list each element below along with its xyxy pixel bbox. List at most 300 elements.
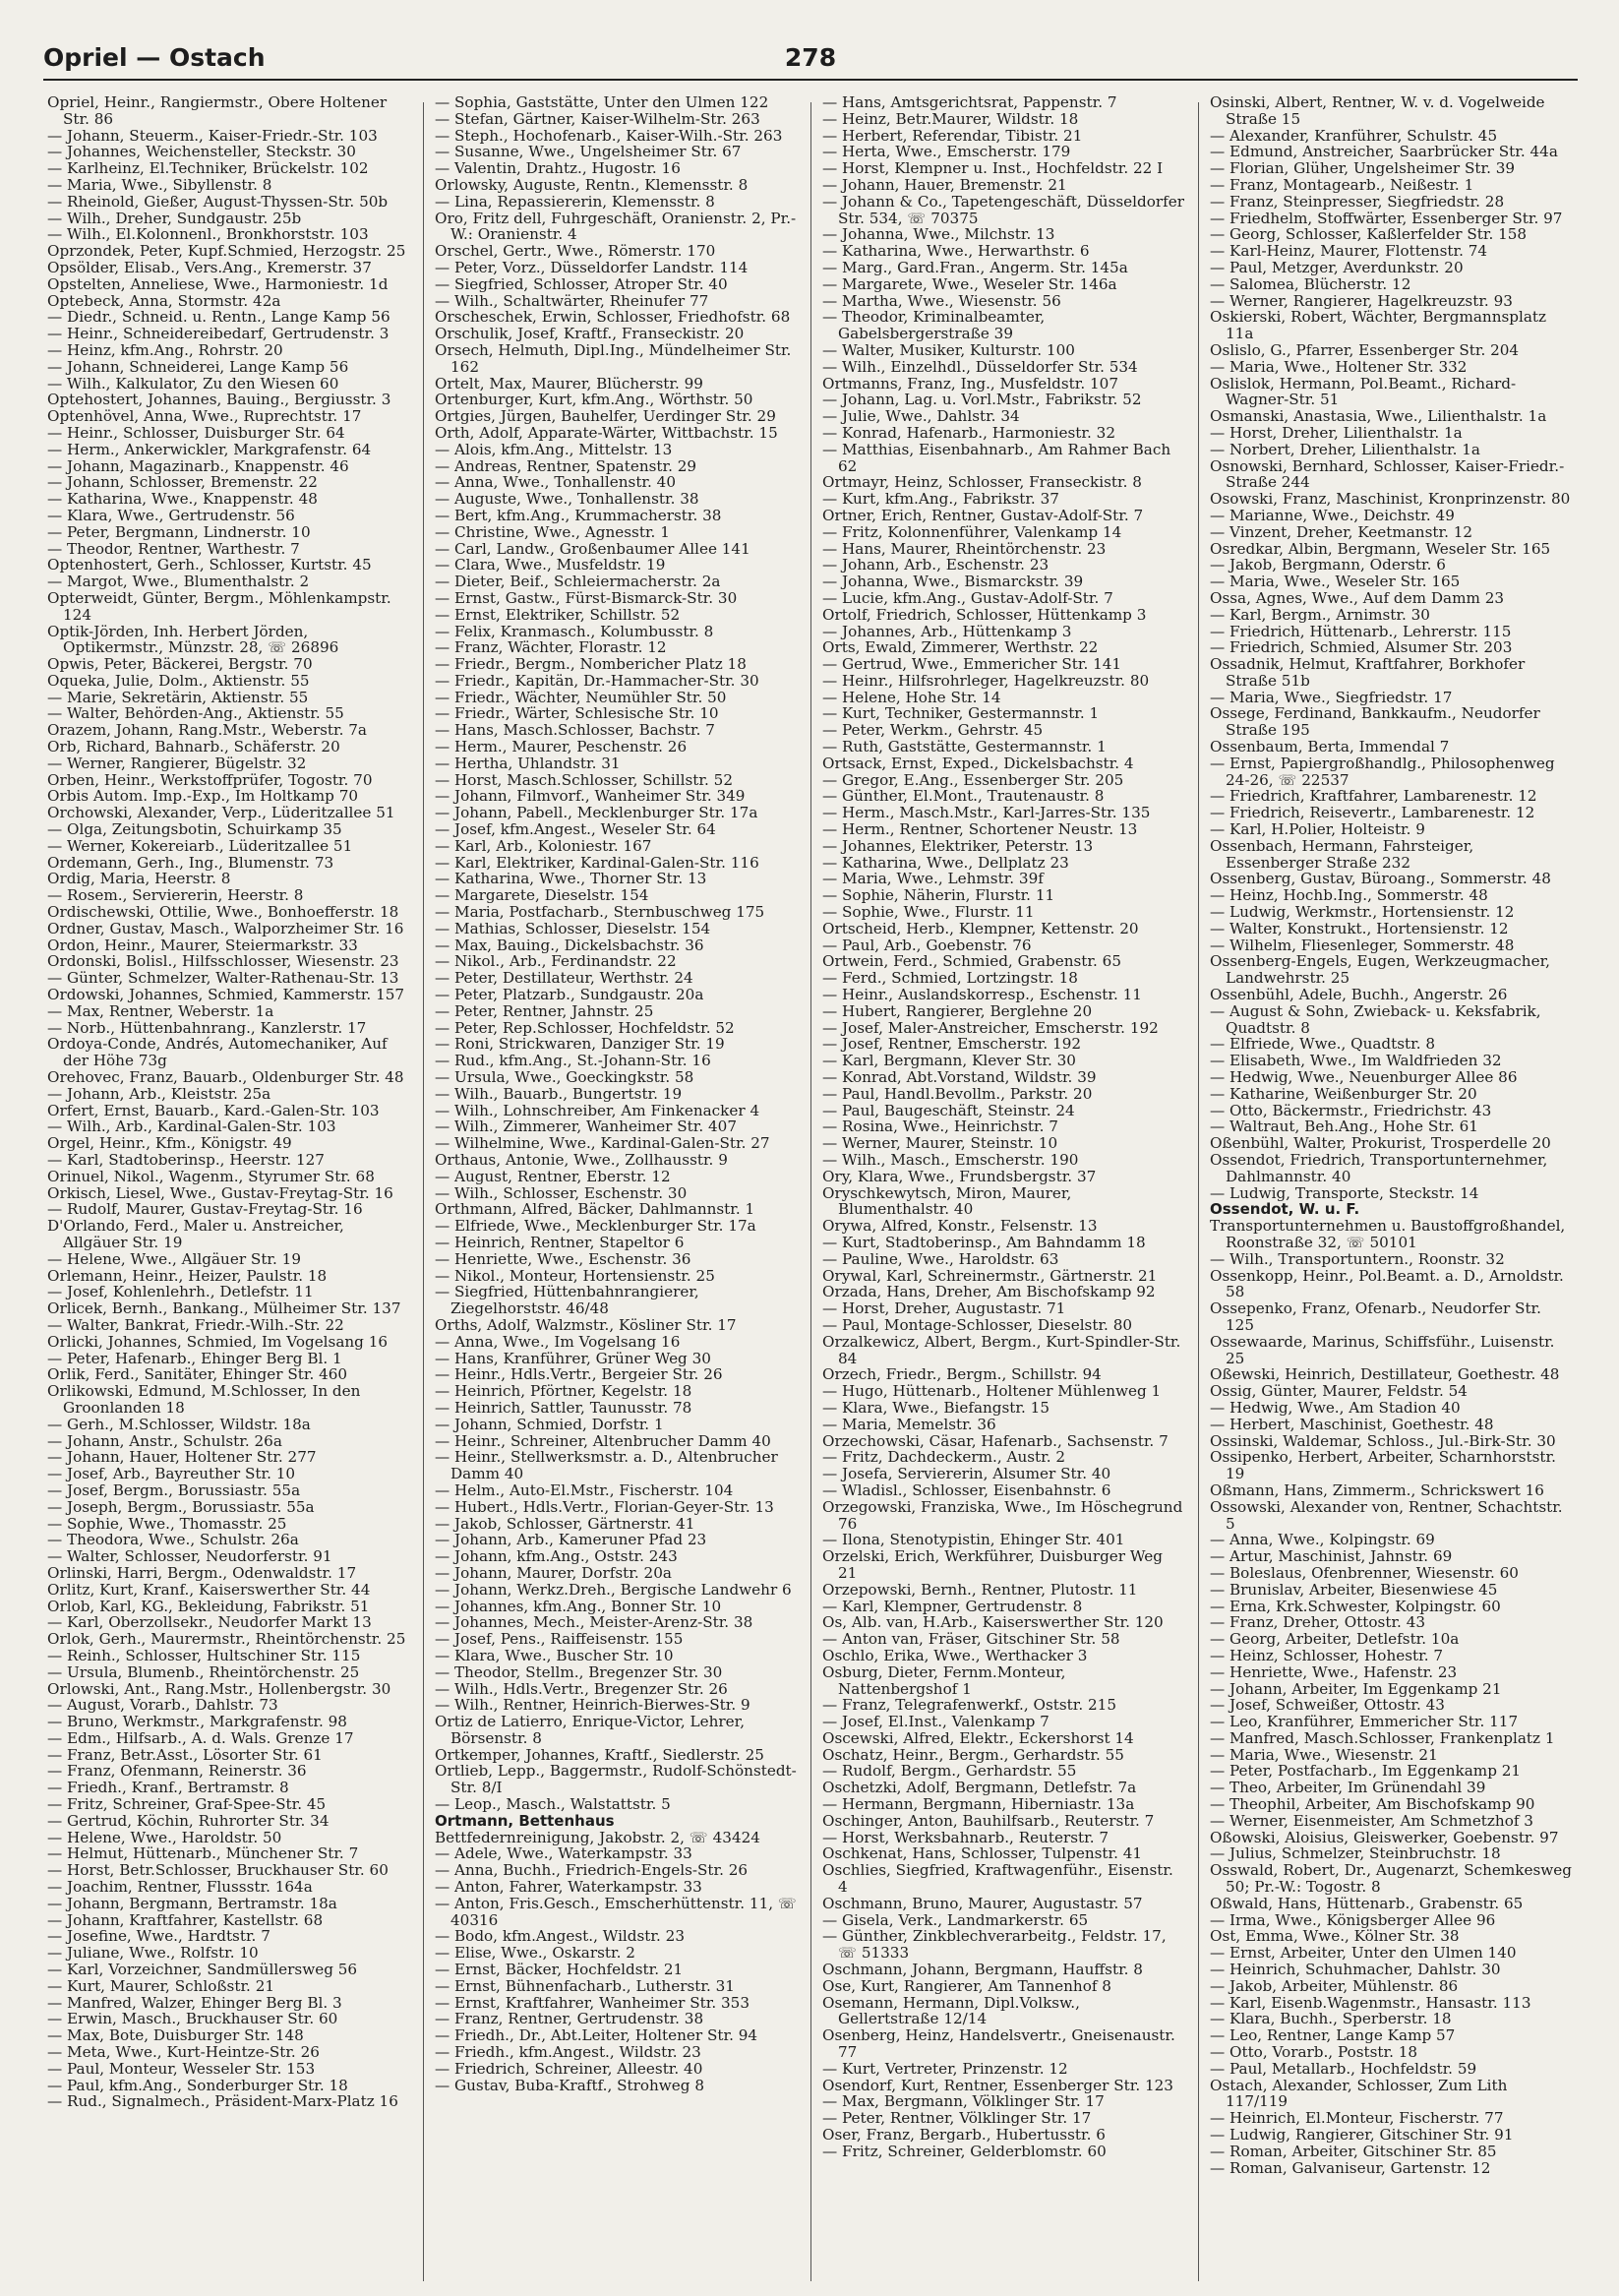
directory-entry: — Josef, Arb., Bayreuther Str. 10	[47, 1465, 296, 1483]
directory-entry: — Wilh., Rentner, Heinrich-Bierwes-Str. 9	[435, 1696, 750, 1715]
directory-entry: — Horst, Klempner u. Inst., Hochfeldstr. 22 I	[822, 159, 1164, 178]
directory-entry: — Karlheinz, El.Techniker, Brückelstr. 102	[47, 159, 369, 178]
directory-entry: — Paul, Montage-Schlosser, Dieselstr. 80	[822, 1315, 1133, 1334]
directory-entry: — Gustav, Buba-Kraftf., Strohweg 8	[435, 2076, 705, 2094]
directory-entry: — Katharine, Weißenburger Str. 20	[1210, 1084, 1477, 1103]
directory-entry: Orth, Adolf, Apparate-Wärter, Wittbachstr. 15	[435, 423, 778, 442]
directory-entry: — Joseph, Bergm., Borussiastr. 55a	[47, 1497, 315, 1516]
directory-entry: Orlowsky, Auguste, Rentn., Klemensstr. 8	[435, 175, 749, 194]
directory-entry: — Herm., Rentner, Schortener Neustr. 13	[822, 820, 1138, 839]
directory-entry: — Johannes, kfm.Ang., Bonner Str. 10	[435, 1597, 722, 1615]
directory-entry: — Heinr., Hdls.Vertr., Bergeier Str. 26	[435, 1365, 723, 1384]
directory-entry: — Peter, Rep.Schlosser, Hochfeldstr. 52	[435, 1018, 735, 1037]
directory-entry: Oßewski, Heinrich, Destillateur, Goethestr. 48	[1210, 1365, 1560, 1384]
directory-entry: — Heinrich, El.Monteur, Fischerstr. 77	[1210, 2109, 1504, 2128]
directory-entry: — Horst, Dreher, Lilienthalstr. 1a	[1210, 423, 1463, 442]
directory-entry: — Rud., Signalmech., Präsident-Marx-Platz 16	[47, 2092, 398, 2111]
directory-entry: — Elfriede, Wwe., Mecklenburger Str. 17a	[435, 1217, 756, 1236]
directory-entry: — Ludwig, Werkmstr., Hortensienstr. 12	[1210, 903, 1515, 922]
directory-entry: — Heinrich, Pförtner, Kegelstr. 18	[435, 1382, 692, 1401]
directory-entry: — Matthias, Eisenbahnarb., Am Rahmer Bach 62	[822, 440, 1171, 475]
directory-entry: — Friedrich, Kraftfahrer, Lambarenestr. 12	[1210, 787, 1537, 806]
directory-entry: Orywa, Alfred, Konstr., Felsenstr. 13	[822, 1217, 1098, 1236]
directory-entry: Oschatz, Heinr., Bergm., Gerhardstr. 55	[822, 1745, 1124, 1764]
directory-entry: — Friedrich, Hüttenarb., Lehrerstr. 115	[1210, 622, 1512, 640]
directory-entry: — Dieter, Beif., Schleiermacherstr. 2a	[435, 573, 721, 591]
directory-entry: Orzechowski, Cäsar, Hafenarb., Sachsenstr. 7	[822, 1431, 1169, 1450]
directory-entry: — Theodor, Rentner, Warthestr. 7	[47, 539, 300, 558]
directory-entry: Ossadnik, Helmut, Kraftfahrer, Borkhofer Straße 51b	[1210, 655, 1526, 690]
directory-entry: — Ursula, Wwe., Goeckingkstr. 58	[435, 1068, 694, 1087]
directory-entry: Opterweidt, Günter, Bergm., Möhlenkampstr. 124	[47, 588, 391, 624]
directory-entry: — Friedr., Wächter, Neumühler Str. 50	[435, 688, 727, 706]
directory-entry: Ossewaarde, Marinus, Schiffsführ., Luisenstr. 25	[1210, 1332, 1555, 1367]
directory-entry: — Josefine, Wwe., Hardtstr. 7	[47, 1927, 270, 1946]
directory-entry: Orzegowski, Franziska, Wwe., Im Höschegrund 76	[822, 1497, 1183, 1533]
directory-entry: — Theodor, Stellm., Bregenzer Str. 30	[435, 1662, 723, 1681]
directory-entry: — Stefan, Gärtner, Kaiser-Wilhelm-Str. 263	[435, 109, 760, 128]
directory-entry: — Susanne, Wwe., Ungelsheimer Str. 67	[435, 143, 742, 161]
directory-entry: Orthaus, Antonie, Wwe., Zollhausstr. 9	[435, 1151, 728, 1169]
page-number: 278	[784, 43, 837, 72]
directory-entry: — Johann, Pabell., Mecklenburger Str. 17a	[435, 804, 758, 822]
directory-entry: Oschmann, Bruno, Maurer, Augustastr. 57	[822, 1894, 1143, 1912]
directory-entry: D'Orlando, Ferd., Maler u. Anstreicher, Allgäuer Str. 19	[47, 1217, 344, 1251]
directory-entry: Orzepowski, Bernh., Rentner, Plutostr. 11	[822, 1580, 1138, 1599]
directory-entry: Ossenkopp, Heinr., Pol.Beamt. a. D., Arnoldstr. 58	[1210, 1266, 1564, 1301]
directory-entry: — Herm., Maurer, Peschenstr. 26	[435, 738, 688, 756]
directory-entry: — Heinr., Hilfsrohrleger, Hagelkreuzstr. 80	[822, 671, 1150, 690]
directory-entry: — Steph., Hochofenarb., Kaiser-Wilh.-Str. 263	[435, 126, 783, 145]
directory-entry: — Karl-Heinz, Maurer, Flottenstr. 74	[1210, 242, 1488, 261]
directory-entry: Osenberg, Heinz, Handelsvertr., Gneisenaustr. 77	[822, 2026, 1175, 2062]
directory-entry: — Konrad, Hafenarb., Harmoniestr. 32	[822, 423, 1115, 442]
directory-entry: — Heinz, Hochb.Ing., Sommerstr. 48	[1210, 886, 1488, 905]
directory-entry: — Rosina, Wwe., Heinrichstr. 7	[822, 1118, 1058, 1136]
directory-entry: — Ernst, Gastw., Fürst-Bismarck-Str. 30	[435, 588, 738, 607]
directory-entry: — Friedh., kfm.Angest., Wildstr. 23	[435, 2043, 701, 2062]
directory-entry: Oscewski, Alfred, Elektr., Eckershorst 14	[822, 1728, 1134, 1747]
directory-entry: Orben, Heinr., Werkstoffprüfer, Togostr. 70	[47, 770, 373, 789]
directory-entry: — Maria, Wwe., Sibyllenstr. 8	[47, 175, 272, 194]
directory-entry: Ossenberg-Engels, Eugen, Werkzeugmacher, Landwehrstr. 25	[1210, 952, 1550, 988]
directory-entry: Ordischewski, Ottilie, Wwe., Bonhoefferstr. 18	[47, 903, 399, 922]
directory-entry: — Herbert, Maschinist, Goethestr. 48	[1210, 1415, 1494, 1433]
directory-entry: — Max, Bote, Duisburger Str. 148	[47, 2026, 304, 2045]
directory-entry: — Karl, Vorzeichner, Sandmüllersweg 56	[47, 1961, 358, 1979]
directory-entry: — Henriette, Wwe., Eschenstr. 36	[435, 1249, 691, 1268]
directory-entry: — Johann, Maurer, Dorfstr. 20a	[435, 1563, 672, 1582]
directory-entry: — Sophie, Näherin, Flurstr. 11	[822, 886, 1055, 905]
directory-entry: Osowski, Franz, Maschinist, Kronprinzenstr. 80	[1210, 490, 1571, 509]
directory-entry: — Johann, Lag. u. Vorl.Mstr., Fabrikstr. 52	[822, 391, 1142, 409]
directory-entry: Osinski, Albert, Rentner, W. v. d. Vogelweide Straße 15	[1210, 94, 1545, 128]
directory-entry: Ossenbühl, Adele, Buchh., Angerstr. 26	[1210, 986, 1508, 1004]
directory-entry: — Karl, Elektriker, Kardinal-Galen-Str. 116	[435, 853, 759, 872]
directory-entry: — Fritz, Schreiner, Graf-Spee-Str. 45	[47, 1795, 327, 1814]
directory-entry: — Klara, Wwe., Biefangstr. 15	[822, 1398, 1049, 1417]
directory-entry: — Waltraut, Beh.Ang., Hohe Str. 61	[1210, 1118, 1478, 1136]
directory-entry: — Peter, Vorz., Düsseldorfer Landstr. 114	[435, 258, 749, 276]
directory-entry: — Alexander, Kranführer, Schulstr. 45	[1210, 126, 1498, 145]
directory-entry: — Reinh., Schlosser, Hultschiner Str. 115	[47, 1646, 361, 1664]
directory-entry: — Martha, Wwe., Wiesenstr. 56	[822, 291, 1061, 310]
directory-entry: — Hans, Amtsgerichtsrat, Pappenstr. 7	[822, 94, 1117, 111]
page-header	[43, 39, 1578, 81]
directory-entry: — Walter, Konstrukt., Hortensienstr. 12	[1210, 919, 1509, 937]
directory-entry: — Manfred, Masch.Schlosser, Frankenplatz 1	[1210, 1728, 1555, 1747]
directory-entry: — Paul, Handl.Bevollm., Parkstr. 20	[822, 1084, 1093, 1103]
directory-entry: — Karl, Stadtoberinsp., Heerstr. 127	[47, 1151, 325, 1169]
directory-entry: — Herta, Wwe., Emscherstr. 179	[822, 143, 1071, 161]
directory-entry: — Maria, Wwe., Wiesenstr. 21	[1210, 1745, 1438, 1764]
directory-entry: Ossenbach, Hermann, Fahrsteiger, Essenberger Straße 232	[1210, 836, 1474, 872]
directory-entry: Orschulik, Josef, Kraftf., Franseckistr. 20	[435, 325, 745, 343]
directory-entry: — Paul, Metzger, Averdunkstr. 20	[1210, 258, 1464, 276]
directory-entry: Oro, Fritz dell, Fuhrgeschäft, Oranienstr. 2, Pr.-W.: Oranienstr. 4	[435, 209, 797, 244]
directory-entry: Orscheschek, Erwin, Schlosser, Friedhofstr. 68	[435, 308, 791, 327]
directory-entry: — Peter, Rentner, Jahnstr. 25	[435, 1001, 654, 1020]
directory-entry: — Boleslaus, Ofenbrenner, Wiesenstr. 60	[1210, 1563, 1519, 1582]
directory-entry: — Heinr., Auslandskorresp., Eschenstr. 11	[822, 986, 1142, 1004]
directory-entry: — Lina, Repassiererin, Klemensstr. 8	[435, 192, 715, 211]
directory-entry: — Hedwig, Wwe., Am Stadion 40	[1210, 1398, 1461, 1417]
directory-entry: Ortenburger, Kurt, kfm.Ang., Wörthstr. 50	[435, 391, 753, 409]
directory-entry: Orzalkewicz, Albert, Bergm., Kurt-Spindler-Str. 84	[822, 1332, 1181, 1367]
directory-entry: — Herm., Ankerwickler, Markgrafenstr. 64	[47, 440, 372, 458]
directory-entry: — Wilh., Zimmerer, Wanheimer Str. 407	[435, 1118, 738, 1136]
directory-entry: — Walter, Musiker, Kulturstr. 100	[822, 340, 1075, 359]
directory-entry: — Wilhelmine, Wwe., Kardinal-Galen-Str. 27	[435, 1134, 770, 1153]
directory-entry: — Heinz, Schlosser, Hohestr. 7	[1210, 1646, 1444, 1664]
directory-entry: — Horst, Dreher, Augustastr. 71	[822, 1299, 1066, 1318]
directory-entry: — Paul, Arb., Goebenstr. 76	[822, 936, 1032, 954]
directory-entry: — Heinrich, Rentner, Stapeltor 6	[435, 1233, 685, 1251]
directory-entry: — Jakob, Arbeiter, Mühlenstr. 86	[1210, 1976, 1459, 1995]
directory-entry: — Margarete, Wwe., Weseler Str. 146a	[822, 274, 1117, 293]
directory-entry: — Bruno, Werkmstr., Markgrafenstr. 98	[47, 1713, 347, 1731]
directory-entry: — Fritz, Schreiner, Gelderblomstr. 60	[822, 2142, 1107, 2160]
directory-entry: — Katharina, Wwe., Dellplatz 23	[822, 853, 1069, 872]
directory-entry: — Horst, Werksbahnarb., Reuterstr. 7	[822, 1828, 1109, 1846]
directory-heading-entry: Ossendot, W. u. F.	[1210, 1200, 1360, 1219]
directory-entry: — Georg, Arbeiter, Detlefstr. 10a	[1210, 1630, 1460, 1649]
directory-entry: — Helm., Auto-El.Mstr., Fischerstr. 104	[435, 1480, 734, 1499]
directory-entry: Ortscheid, Herb., Klempner, Kettenstr. 20	[822, 919, 1139, 937]
directory-entry: — Florian, Glüher, Ungelsheimer Str. 39	[1210, 159, 1516, 178]
directory-entry: Orazem, Johann, Rang.Mstr., Weberstr. 7a	[47, 721, 367, 740]
directory-entry: — Walter, Bankrat, Friedr.-Wilh.-Str. 22	[47, 1315, 344, 1334]
directory-entry: — Klara, Wwe., Gertrudenstr. 56	[47, 506, 295, 524]
directory-entry: — Anton, Fris.Gesch., Emscherhüttenstr. 11, ☏ 40316	[435, 1894, 797, 1929]
directory-entry: — Pauline, Wwe., Haroldstr. 63	[822, 1249, 1059, 1268]
directory-entry: — Marg., Gard.Fran., Angerm. Str. 145a	[822, 258, 1128, 276]
directory-entry: — Josef, Maler-Anstreicher, Emscherstr. 192	[822, 1018, 1159, 1037]
directory-entry: — Valentin, Drahtz., Hugostr. 16	[435, 159, 681, 178]
directory-entry: — Josef, Schweißer, Ottostr. 43	[1210, 1696, 1445, 1715]
directory-entry: — Wilh., Lohnschreiber, Am Finkenacker 4	[435, 1101, 760, 1119]
directory-entry: — Herm., Masch.Mstr., Karl-Jarres-Str. 135	[822, 804, 1151, 822]
directory-entry: — Norbert, Dreher, Lilienthalstr. 1a	[1210, 440, 1480, 458]
directory-entry: — Erna, Krk.Schwester, Kolpingstr. 60	[1210, 1597, 1501, 1615]
directory-entry: Bettfedernreinigung, Jakobstr. 2, ☏ 43424	[435, 1828, 760, 1846]
directory-entry: — Helene, Wwe., Haroldstr. 50	[47, 1828, 282, 1846]
directory-entry: Orts, Ewald, Zimmerer, Werthstr. 22	[822, 638, 1099, 657]
directory-entry: Oschlo, Erika, Wwe., Werthacker 3	[822, 1646, 1088, 1664]
directory-entry: — Maria, Wwe., Siegfriedstr. 17	[1210, 688, 1453, 706]
directory-entry: — Bert, kfm.Ang., Krummacherstr. 38	[435, 506, 722, 524]
directory-entry: Osswald, Robert, Dr., Augenarzt, Schemkesweg 50; Pr.-W.: Togostr. 8	[1210, 1861, 1572, 1897]
directory-entry: — Johann, Schlosser, Bremenstr. 22	[47, 473, 318, 492]
directory-entry: Ossege, Ferdinand, Bankkaufm., Neudorfer Straße 195	[1210, 704, 1540, 740]
directory-entry: Optebeck, Anna, Stormstr. 42a	[47, 291, 281, 310]
directory-entry: Ordonski, Bolisl., Hilfsschlosser, Wiesenstr. 23	[47, 952, 399, 971]
directory-entry: — Friedh., Kranf., Bertramstr. 8	[47, 1779, 289, 1797]
directory-entry: — Salomea, Blücherstr. 12	[1210, 274, 1411, 293]
directory-entry: Opsölder, Elisab., Vers.Ang., Kremerstr. 37	[47, 258, 372, 276]
directory-entry: Optehostert, Johannes, Bauing., Bergiusstr. 3	[47, 391, 391, 409]
directory-entry: — Hans, Kranführer, Grüner Weg 30	[435, 1349, 711, 1367]
directory-entry: — Maria, Wwe., Lehmstr. 39f	[822, 870, 1044, 888]
directory-entry: — Peter, Platzarb., Sundgaustr. 20a	[435, 986, 704, 1004]
directory-entry: — Franz, Rentner, Gertrudenstr. 38	[435, 2010, 704, 2028]
directory-entry: — Wilh., Arb., Kardinal-Galen-Str. 103	[47, 1118, 336, 1136]
directory-entry: Ortsack, Ernst, Exped., Dickelsbachstr. 4	[822, 754, 1134, 772]
directory-entry: — Johann & Co., Tapetengeschäft, Düsseldorfer Str. 534, ☏ 70375	[822, 192, 1184, 227]
directory-entry: Ordon, Heinr., Maurer, Steiermarkstr. 33	[47, 936, 358, 954]
directory-entry: Orchowski, Alexander, Verp., Lüderitzallee 51	[47, 804, 395, 822]
directory-entry: — Nikol., Monteur, Hortensienstr. 25	[435, 1266, 715, 1285]
directory-entry: — Peter, Rentner, Völklinger Str. 17	[822, 2109, 1092, 2128]
directory-entry: — Gerh., M.Schlosser, Wildstr. 18a	[47, 1415, 311, 1433]
directory-entry: Orschel, Gertr., Wwe., Römerstr. 170	[435, 242, 716, 261]
directory-entry: Orlicek, Bernh., Bankang., Mülheimer Str. 137	[47, 1299, 401, 1318]
directory-entry: — Edm., Hilfsarb., A. d. Wals. Grenze 17	[47, 1728, 354, 1747]
directory-entry: Oschinger, Anton, Bauhilfsarb., Reuterstr. 7	[822, 1811, 1155, 1830]
directory-entry: — Heinrich, Schuhmacher, Dahlstr. 30	[1210, 1961, 1501, 1979]
directory-entry: Osredkar, Albin, Bergmann, Weseler Str. 165	[1210, 539, 1551, 558]
directory-entry: — Heinz, kfm.Ang., Rohrstr. 20	[47, 340, 283, 359]
directory-entry: — Franz, Montagearb., Neißestr. 1	[1210, 175, 1474, 194]
directory-entry: Orb, Richard, Bahnarb., Schäferstr. 20	[47, 738, 340, 756]
directory-entry: — Clara, Wwe., Musfeldstr. 19	[435, 556, 666, 574]
directory-entry: — Maria, Wwe., Weseler Str. 165	[1210, 573, 1461, 591]
directory-entry: — Ruth, Gaststätte, Gestermannstr. 1	[822, 738, 1107, 756]
directory-entry: — Margarete, Dieselstr. 154	[435, 886, 649, 905]
directory-entry: — Klara, Wwe., Buscher Str. 10	[435, 1646, 674, 1664]
directory-entry: Orsech, Helmuth, Dipl.Ing., Mündelheimer Str. 162	[435, 340, 792, 376]
directory-entry: — Werner, Maurer, Steinstr. 10	[822, 1134, 1058, 1153]
directory-entry: Opwis, Peter, Bäckerei, Bergstr. 70	[47, 655, 313, 674]
directory-entry: — Peter, Werkm., Gehrstr. 45	[822, 721, 1044, 740]
directory-entry: — Siegfried, Schlosser, Atroper Str. 40	[435, 274, 728, 293]
directory-entry: Orlok, Gerh., Maurermstr., Rheintörchenstr. 25	[47, 1630, 406, 1649]
directory-entry: Ossipenko, Herbert, Arbeiter, Scharnhorststr. 19	[1210, 1448, 1556, 1483]
directory-entry: — Friedr., Wärter, Schlesische Str. 10	[435, 704, 719, 723]
directory-entry: — Diedr., Schneid. u. Rentn., Lange Kamp 56	[47, 308, 390, 327]
directory-entry: — Gregor, E.Ang., Essenberger Str. 205	[822, 770, 1124, 789]
directory-entry: — Wilh., Masch., Emscherstr. 190	[822, 1151, 1079, 1169]
directory-entry: Ossa, Agnes, Wwe., Auf dem Damm 23	[1210, 588, 1505, 607]
directory-entry: Orlob, Karl, KG., Bekleidung, Fabrikstr. 51	[47, 1597, 370, 1615]
directory-entry: — Theophil, Arbeiter, Am Bischofskamp 90	[1210, 1795, 1535, 1814]
directory-entry: — Roman, Galvaniseur, Gartenstr. 12	[1210, 2158, 1491, 2177]
directory-entry: — Theodora, Wwe., Schulstr. 26a	[47, 1531, 299, 1549]
directory-entry: — Josef, El.Inst., Valenkamp 7	[822, 1713, 1049, 1731]
directory-entry: Orywal, Karl, Schreinermstr., Gärtnerstr. 21	[822, 1266, 1158, 1285]
directory-entry: Transportunternehmen u. Baustoffgroßhandel, Roonstraße 32, ☏ 50101	[1210, 1217, 1566, 1251]
directory-entry: Ortlieb, Lepp., Baggermstr., Rudolf-Schönstedt-Str. 8/I	[435, 1762, 797, 1797]
directory-entry: — Sophie, Wwe., Flurstr. 11	[822, 903, 1035, 922]
directory-entry: — Rosem., Serviererin, Heerstr. 8	[47, 886, 304, 905]
directory-entry: — Johann, Filmvorf., Wanheimer Str. 349	[435, 787, 746, 806]
directory-entry: — Wilh., Transportuntern., Roonstr. 32	[1210, 1249, 1505, 1268]
directory-entry: Ortiz de Latierro, Enrique-Victor, Lehrer, Börsenstr. 8	[435, 1713, 746, 1747]
directory-entry: — Herbert, Referendar, Tibistr. 21	[822, 126, 1083, 145]
directory-entry: — Friedh., Dr., Abt.Leiter, Holtener Str. 94	[435, 2026, 758, 2045]
directory-entry: — Ilona, Stenotypistin, Ehinger Str. 401	[822, 1531, 1125, 1549]
directory-entry: Oryschkewytsch, Miron, Maurer, Blumenthalstr. 40	[822, 1183, 1072, 1219]
directory-entry: — Horst, Betr.Schlosser, Bruckhauser Str. 60	[47, 1861, 389, 1880]
directory-entry: — Johann, Bergmann, Bertramstr. 18a	[47, 1894, 337, 1912]
directory-entry: Orinuel, Nikol., Wagenm., Styrumer Str. 68	[47, 1167, 375, 1185]
directory-entry: — Paul, Metallarb., Hochfeldstr. 59	[1210, 2059, 1477, 2078]
directory-entry: — Franz, Wächter, Florastr. 12	[435, 638, 667, 657]
directory-entry: Oprzondek, Peter, Kupf.Schmied, Herzogstr. 25	[47, 242, 406, 261]
directory-entry: Ossenberg, Gustav, Büroang., Sommerstr. 48	[1210, 870, 1551, 888]
directory-entry: — Anna, Wwe., Kolpingstr. 69	[1210, 1531, 1435, 1549]
directory-entry: — Josef, Bergm., Borussiastr. 55a	[47, 1480, 301, 1499]
directory-entry: — Theo, Arbeiter, Im Grünendahl 39	[1210, 1779, 1486, 1797]
directory-entry: — Auguste, Wwe., Tonhallenstr. 38	[435, 490, 699, 509]
directory-entry: Oser, Franz, Bergarb., Hubertusstr. 6	[822, 2126, 1106, 2145]
directory-entry: — Heinr., Schreiner, Altenbrucher Damm 40	[435, 1431, 771, 1450]
directory-entry: — Ernst, Bühnenfacharb., Lutherstr. 31	[435, 1976, 735, 1995]
directory-entry: — Fritz, Kolonnenführer, Valenkamp 14	[822, 522, 1122, 541]
directory-entry: — Manfred, Walzer, Ehinger Berg Bl. 3	[47, 1993, 342, 2012]
directory-entry: — Otto, Bäckermstr., Friedrichstr. 43	[1210, 1101, 1492, 1119]
directory-entry: — Hans, Maurer, Rheintörchenstr. 23	[822, 539, 1107, 558]
directory-entry: — Anna, Buchh., Friedrich-Engels-Str. 26	[435, 1861, 749, 1880]
directory-entry: Orbis Autom. Imp.-Exp., Im Holtkamp 70	[47, 787, 359, 806]
directory-entry: — Werner, Kokereiarb., Lüderitzallee 51	[47, 836, 353, 855]
directory-entry: — Friedrich, Schreiner, Alleestr. 40	[435, 2059, 703, 2078]
directory-entry: — Leo, Rentner, Lange Kamp 57	[1210, 2026, 1456, 2045]
directory-entry: — Friedrich, Reisevertr., Lambarenestr. 12	[1210, 804, 1535, 822]
directory-entry: Ortmayr, Heinz, Schlosser, Franseckistr. 8	[822, 473, 1142, 492]
directory-entry: — Ernst, Papiergroßhandlg., Philosophenweg 24-26, ☏ 22537	[1210, 754, 1555, 789]
directory-entry: — Jakob, Schlosser, Gärtnerstr. 41	[435, 1514, 695, 1533]
directory-entry: — Anna, Wwe., Im Vogelsang 16	[435, 1332, 681, 1351]
directory-entry: — Sophia, Gaststätte, Unter den Ulmen 122	[435, 94, 769, 111]
directory-entry: — Wilh., Schlosser, Eschenstr. 30	[435, 1183, 688, 1202]
directory-entry: — Olga, Zeitungsbotin, Schuirkamp 35	[47, 820, 342, 839]
directory-entry: — Josef, Pens., Raiffeisenstr. 155	[435, 1630, 684, 1649]
directory-entry: — Peter, Destillateur, Werthstr. 24	[435, 969, 693, 988]
directory-entry: Oßowski, Aloisius, Gleiswerker, Goebenstr. 97	[1210, 1828, 1559, 1846]
directory-entry: Oskierski, Robert, Wächter, Bergmannsplatz 11a	[1210, 308, 1547, 343]
directory-entry: — Brunislav, Arbeiter, Biesenwiese 45	[1210, 1580, 1498, 1599]
directory-entry: — Norb., Hüttenbahnrang., Kanzlerstr. 17	[47, 1018, 367, 1037]
directory-entry: — Maria, Wwe., Holtener Str. 332	[1210, 357, 1468, 376]
directory-entry: — Anton van, Fräser, Gitschiner Str. 58	[822, 1630, 1120, 1649]
directory-entry: — Werner, Eisenmeister, Am Schmetzhof 3	[1210, 1811, 1533, 1830]
directory-entry: — Leo, Kranführer, Emmericher Str. 117	[1210, 1713, 1519, 1731]
directory-entry: Orlemann, Heinr., Heizer, Paulstr. 18	[47, 1266, 328, 1285]
directory-entry: — Horst, Masch.Schlosser, Schillstr. 52	[435, 770, 733, 789]
directory-entry: Orlinski, Harri, Bergm., Odenwaldstr. 17	[47, 1563, 357, 1582]
directory-entry: — August & Sohn, Zwieback- u. Keksfabrik, Quadtstr. 8	[1210, 1001, 1541, 1037]
directory-entry: — Fritz, Dachdeckerm., Austr. 2	[822, 1448, 1066, 1467]
directory-entry: — Johann, kfm.Ang., Oststr. 243	[435, 1547, 678, 1566]
directory-entry: Orfert, Ernst, Bauarb., Kard.-Galen-Str. 103	[47, 1101, 380, 1119]
directory-entry: — Wladisl., Schlosser, Eisenbahnstr. 6	[822, 1480, 1111, 1499]
directory-entry: — Elfriede, Wwe., Quadtstr. 8	[1210, 1035, 1436, 1054]
directory-entry: — Karl, Eisenb.Wagenmstr., Hansastr. 113	[1210, 1993, 1531, 2012]
directory-entry: Optik-Jörden, Inh. Herbert Jörden, Optikermstr., Münzstr. 28, ☏ 26896	[47, 622, 339, 657]
directory-entry: — Walter, Schlosser, Neudorferstr. 91	[47, 1547, 332, 1566]
directory-entry: — Juliane, Wwe., Rolfstr. 10	[47, 1944, 259, 1963]
directory-entry: — Ernst, Bäcker, Hochfeldstr. 21	[435, 1961, 684, 1979]
directory-entry: — Walter, Behörden-Ang., Aktienstr. 55	[47, 704, 344, 723]
directory-entry: — Kurt, Vertreter, Prinzenstr. 12	[822, 2059, 1068, 2078]
directory-entry: Orkisch, Liesel, Wwe., Gustav-Freytag-Str. 16	[47, 1183, 393, 1202]
directory-entry: — Kurt, Techniker, Gestermannstr. 1	[822, 704, 1100, 723]
directory-entry: — Henriette, Wwe., Hafenstr. 23	[1210, 1662, 1458, 1681]
directory-entry: — Julius, Schmelzer, Steinbruchstr. 18	[1210, 1844, 1501, 1863]
directory-entry: Orlicki, Johannes, Schmied, Im Vogelsang 16	[47, 1332, 389, 1351]
directory-entry: — Roman, Arbeiter, Gitschiner Str. 85	[1210, 2142, 1497, 2160]
directory-entry: — Johanna, Wwe., Bismarckstr. 39	[822, 573, 1084, 591]
directory-entry: Oslislok, Hermann, Pol.Beamt., Richard-Wagner-Str. 51	[1210, 374, 1517, 409]
directory-entry: — Johann, Schneiderei, Lange Kamp 56	[47, 357, 349, 376]
directory-entry: Oqueka, Julie, Dolm., Aktienstr. 55	[47, 671, 310, 690]
directory-entry: Ortmanns, Franz, Ing., Musfeldstr. 107	[822, 374, 1119, 393]
directory-entry: Orzech, Friedr., Bergm., Schillstr. 94	[822, 1365, 1102, 1384]
directory-entry: — Vinzent, Dreher, Keetmanstr. 12	[1210, 522, 1473, 541]
directory-entry: — Sophie, Wwe., Thomasstr. 25	[47, 1514, 287, 1533]
directory-entry: — Anton, Fahrer, Waterkampstr. 33	[435, 1878, 702, 1897]
directory-entry: — Karl, Bergm., Arnimstr. 30	[1210, 605, 1430, 624]
directory-entry: — Ferd., Schmied, Lortzingstr. 18	[822, 969, 1078, 988]
directory-entry: — Günther, Zinkblechverarbeitg., Feldstr. 17, ☏ 51333	[822, 1927, 1167, 1963]
directory-entry: — Johannes, Weichensteller, Steckstr. 30	[47, 143, 356, 161]
directory-entry: — Hubert., Hdls.Vertr., Florian-Geyer-Str. 13	[435, 1497, 774, 1516]
directory-entry: — Friedr., Bergm., Nombericher Platz 18	[435, 655, 747, 674]
directory-entry: — Josef, Rentner, Emscherstr. 192	[822, 1035, 1082, 1054]
directory-entry: — Andreas, Rentner, Spatenstr. 29	[435, 456, 697, 475]
directory-heading-entry: Ortmann, Bettenhaus	[435, 1811, 615, 1830]
directory-entry: — Hertha, Uhlandstr. 31	[435, 754, 621, 772]
directory-entry: — Johann, Schmied, Dorfstr. 1	[435, 1415, 664, 1433]
directory-entry: Ostach, Alexander, Schlosser, Zum Lith 117/119	[1210, 2076, 1508, 2111]
directory-entry: Ossenbaum, Berta, Immendal 7	[1210, 738, 1450, 756]
directory-entry: Ose, Kurt, Rangierer, Am Tannenhof 8	[822, 1976, 1111, 1995]
directory-entry: — Edmund, Anstreicher, Saarbrücker Str. 44a	[1210, 143, 1558, 161]
directory-entry: Oschmann, Johann, Bergmann, Hauffstr. 8	[822, 1961, 1143, 1979]
directory-entry: — Karl, Oberzollsekr., Neudorfer Markt 13	[47, 1613, 372, 1632]
directory-entry: — Kurt, kfm.Ang., Fabrikstr. 37	[822, 490, 1059, 509]
directory-entry: — Erwin, Masch., Bruckhauser Str. 60	[47, 2010, 338, 2028]
directory-entry: — Wilh., Bauarb., Bungertstr. 19	[435, 1084, 683, 1103]
directory-entry: — Otto, Vorarb., Poststr. 18	[1210, 2043, 1418, 2062]
column-divider	[810, 102, 811, 2281]
directory-entry: Optenhostert, Gerh., Schlosser, Kurtstr. 45	[47, 556, 372, 574]
alphabetical-range: Opriel — Ostach	[43, 43, 266, 72]
directory-entry: — Josef, Kohlenlehrh., Detlefstr. 11	[47, 1283, 314, 1301]
column-divider	[1198, 102, 1199, 2281]
column-1	[47, 94, 409, 2288]
